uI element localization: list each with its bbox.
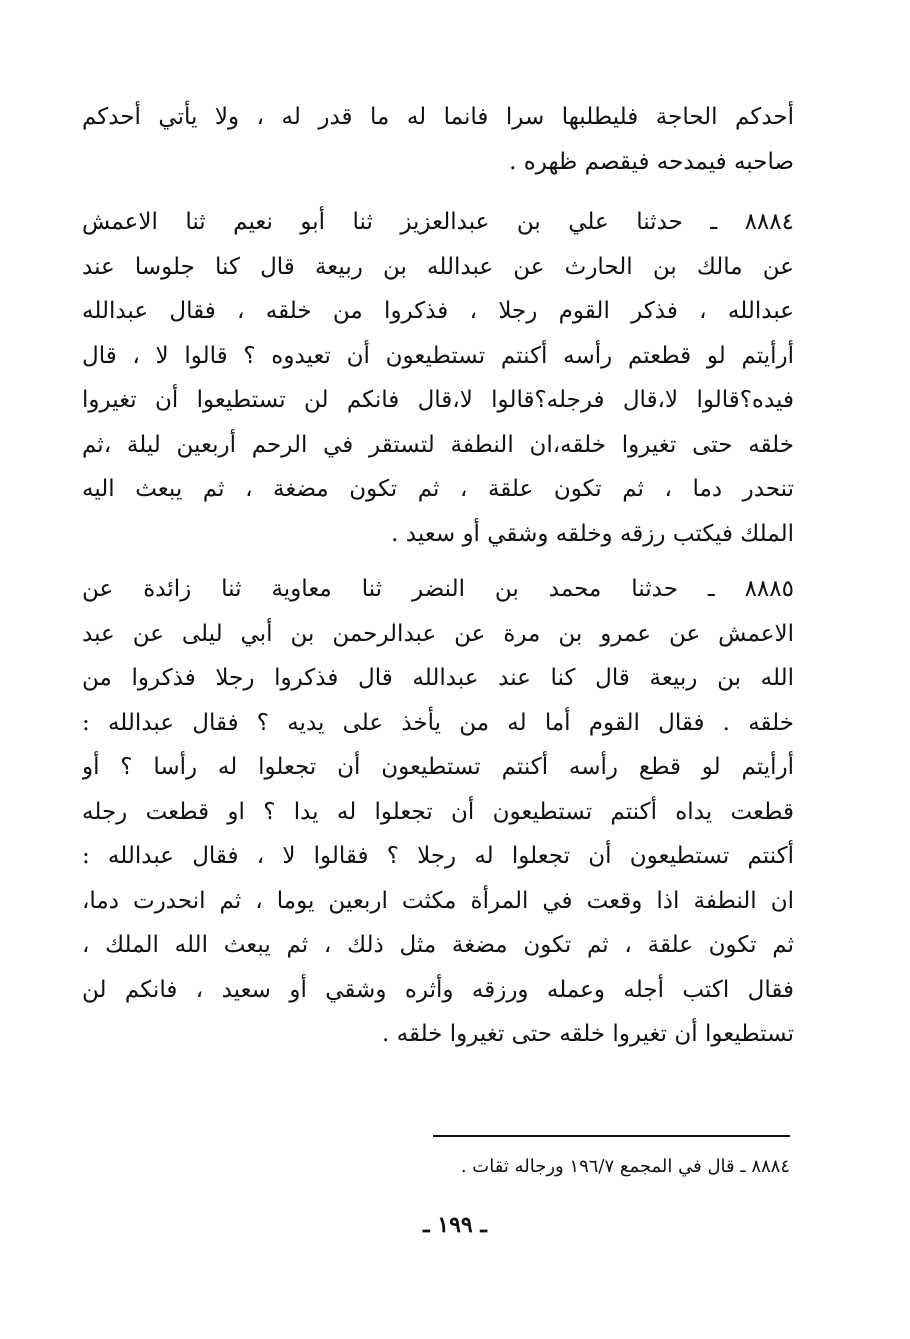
text-line: عن مالك بن الحارث عن عبدالله بن ربيعة قال كنا جلوسا عند [82, 253, 794, 280]
text-line: أكنتم تستطيعون أن تجعلوا له رجلا ؟ فقالوا لا ، فقال عبدالله : [82, 843, 794, 869]
footnote: ٨٨٨٤ ـ قال في المجمع ١٩٦/٧ ورجاله ثقات . [460, 1156, 790, 1177]
text-line: صاحبه فيمدحه فيقصم ظهره . [509, 148, 794, 175]
text-line: الله بن ربيعة قال كنا عند عبدالله قال فذكروا رجلا فذكروا من [82, 665, 794, 691]
text-line: ثم تكون علقة ، ثم تكون مضغة مثل ذلك ، ثم يبعث الله الملك ، [82, 932, 794, 958]
text-line: خلقه حتى تغيروا خلقه،ان النطفة لتستقر في الرحم أربعين ليلة ،ثم [82, 431, 794, 458]
text-line: فقال اكتب أجله وعمله ورزقه وأثره وشقي أو سعيد ، فانكم لن [82, 976, 794, 1003]
text-line: ٨٨٨٤ ـ حدثنا علي بن عبدالعزيز ثنا أبو نعيم ثنا الاعمش [82, 209, 794, 235]
text-line: خلقه . فقال القوم أما له من يأخذ على يديه ؟ فقال عبدالله : [82, 709, 794, 736]
paragraph-intro [82, 95, 794, 184]
page-number: ـ ١٩٩ ـ [423, 1212, 487, 1238]
text-line: أحدكم الحاجة فليطلبها سرا فانما له ما قدر له ، ولا يأتي أحدكم [82, 104, 794, 130]
text-line: الملك فيكتب رزقه وخلقه وشقي أو سعيد . [391, 520, 794, 547]
text-line: تنحدر دما ، ثم تكون علقة ، ثم تكون مضغة ، ثم يبعث اليه [82, 476, 794, 502]
text-line: ٨٨٨٥ ـ حدثنا محمد بن النضر ثنا معاوية ثنا زائدة عن [82, 576, 794, 602]
text-line: ان النطفة اذا وقعت في المرأة مكثت اربعين يوما ، ثم انحدرت دما، [82, 887, 794, 914]
hadith-8884 [82, 200, 794, 556]
hadith-8885 [82, 567, 794, 1057]
text-line: عبدالله ، فذكر القوم رجلا ، فذكروا من خلقه ، فقال عبدالله [82, 298, 794, 324]
text-line: أرأيتم لو قطعتم رأسه أكنتم تستطيعون أن تعيدوه ؟ قالوا لا ، قال [82, 342, 794, 369]
text-line: فيده؟قالوا لا،قال فرجله؟قالوا لا،قال فانكم لن تستطيعوا أن تغيروا [82, 387, 794, 413]
text-line: تستطيعوا أن تغيروا خلقه حتى تغيروا خلقه . [382, 1021, 794, 1047]
footnote-divider [433, 1135, 790, 1137]
text-line: قطعت يداه أكنتم تستطيعون أن تجعلوا له يدا ؟ او قطعت رجله [82, 798, 794, 825]
text-line: أرأيتم لو قطع رأسه أكنتم تستطيعون أن تجعلوا له رأسا ؟ أو [82, 754, 794, 780]
text-line: الاعمش عن عمرو بن مرة عن عبدالرحمن بن أبي ليلى عن عبد [82, 620, 794, 647]
